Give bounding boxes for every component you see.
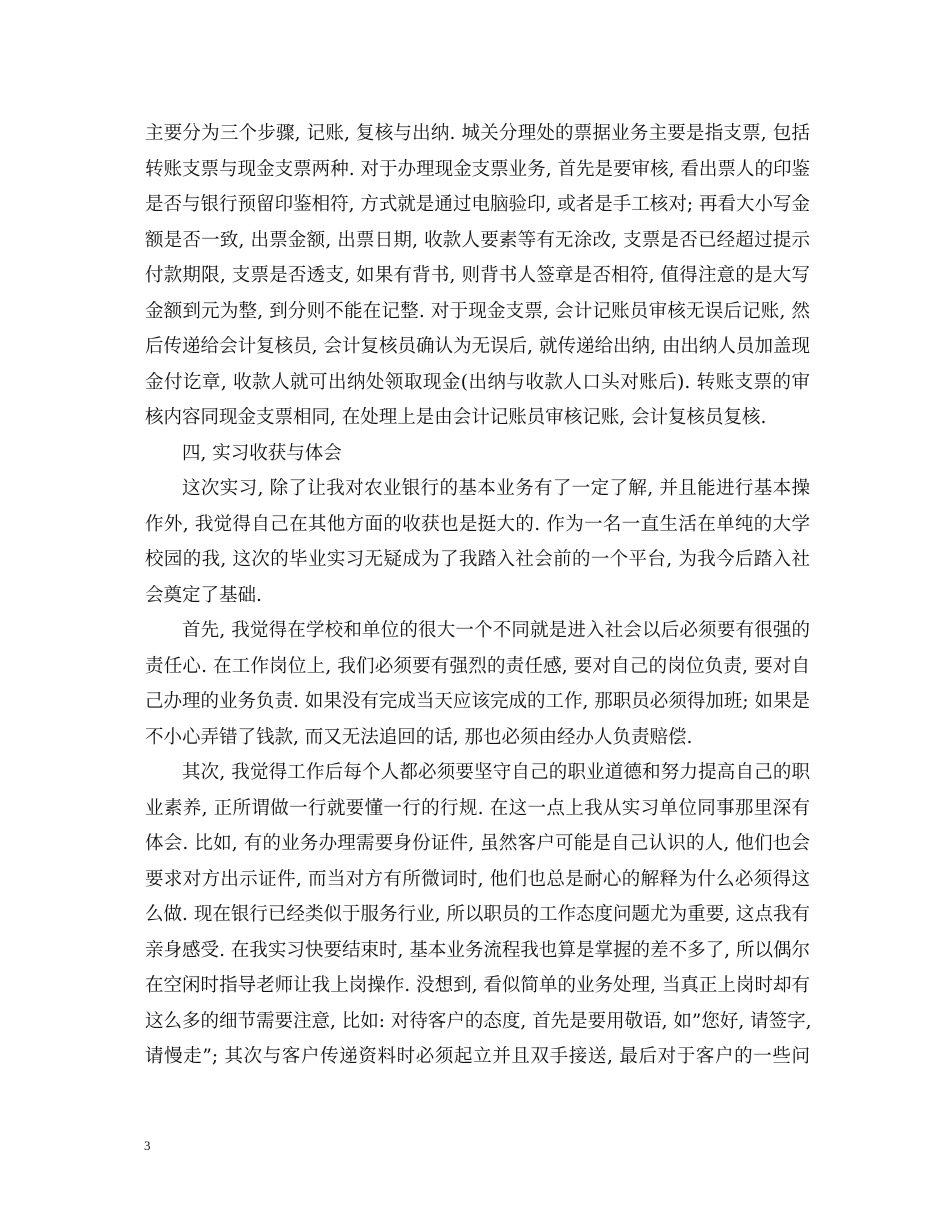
text-line: 校园的我, 这次的毕业实习无疑成为了我踏入社会前的一个平台, 为我今后踏入社 [145,549,810,570]
text-line: 首先, 我觉得在学校和单位的很大一个不同就是进入社会以后必须要有很强的 [182,620,810,641]
text-line: 付款期限, 支票是否透支, 如果有背书, 则背书人签章是否相符, 值得注意的是大写 [145,265,810,286]
text-line: 么做. 现在银行已经类似于服务行业, 所以职员的工作态度问题尤为重要, 这点我有 [145,904,810,925]
text-line: 是否与银行预留印鉴相符, 方式就是通过电脑验印, 或者是手工核对; 再看大小写金 [145,194,810,215]
text-line: 金付讫章, 收款人就可出纳处领取现金(出纳与收款人口头对账后). 转账支票的审 [145,371,810,393]
text-line: 亲身感受. 在我实习快要结束时, 基本业务流程我也算是掌握的差不多了, 所以偶尔 [145,939,810,961]
text-line: 责任心. 在工作岗位上, 我们必须要有强烈的责任感, 要对自己的岗位负责, 要对自 [145,655,810,677]
text-line: 要求对方出示证件, 而当对方有所微词时, 他们也总是耐心的解释为什么必须得这 [145,868,810,890]
text-line: 后传递给会计复核员, 会计复核员确认为无误后, 就传递给出纳, 由出纳人员加盖现 [145,336,810,357]
text-line: 不小心弄错了钱款, 而又无法追回的话, 那也必须由经办人负责赔偿. [145,726,693,748]
text-line: 这么多的细节需要注意, 比如: 对待客户的态度, 首先是要用敬语, 如”您好, 请签字, [145,1010,812,1032]
text-line: 转账支票与现金支票两种. 对于办理现金支票业务, 首先是要审核, 看出票人的印鉴 [145,158,810,180]
text-line: 作外, 我觉得自己在其他方面的收获也是挺大的. 作为一名一直生活在单纯的大学 [145,513,810,535]
text-line: 在空闲时指导老师让我上岗操作. 没想到, 看似简单的业务处理, 当真正上岗时却有 [145,975,810,996]
text-line: 体会. 比如, 有的业务办理需要身份证件, 虽然客户可能是自己认识的人, 他们也会 [145,833,810,854]
text-line: 这次实习, 除了让我对农业银行的基本业务有了一定了解, 并且能进行基本操 [182,478,810,499]
document-body [145,116,810,1075]
text-line: 请慢走”; 其次与客户传递资料时必须起立并且双手接送, 最后对于客户的一些问 [145,1046,810,1067]
text-line: 金额到元为整, 到分则不能在记整. 对于现金支票, 会计记账员审核无误后记账, 然 [145,300,810,322]
page-number: 3 [144,1138,151,1153]
text-line: 核内容同现金支票相同, 在处理上是由会计记账员审核记账, 会计复核员复核. [145,407,767,428]
text-line: 额是否一致, 出票金额, 出票日期, 收款人要素等有无涂改, 支票是否已经超过提示 [145,229,810,251]
text-line: 主要分为三个步骤, 记账, 复核与出纳. 城关分理处的票据业务主要是指支票, 包括 [145,123,810,144]
text-line: 会奠定了基础. [145,584,262,606]
text-line: 己办理的业务负责. 如果没有完成当天应该完成的工作, 那职员必须得加班; 如果是 [145,691,810,712]
text-line: 其次, 我觉得工作后每个人都必须要坚守自己的职业道德和努力提高自己的职 [182,762,810,783]
section-heading: 四, 实习收获与体会 [182,442,342,464]
text-line: 业素养, 正所谓做一行就要懂一行的行规. 在这一点上我从实习单位同事那里深有 [145,797,810,819]
